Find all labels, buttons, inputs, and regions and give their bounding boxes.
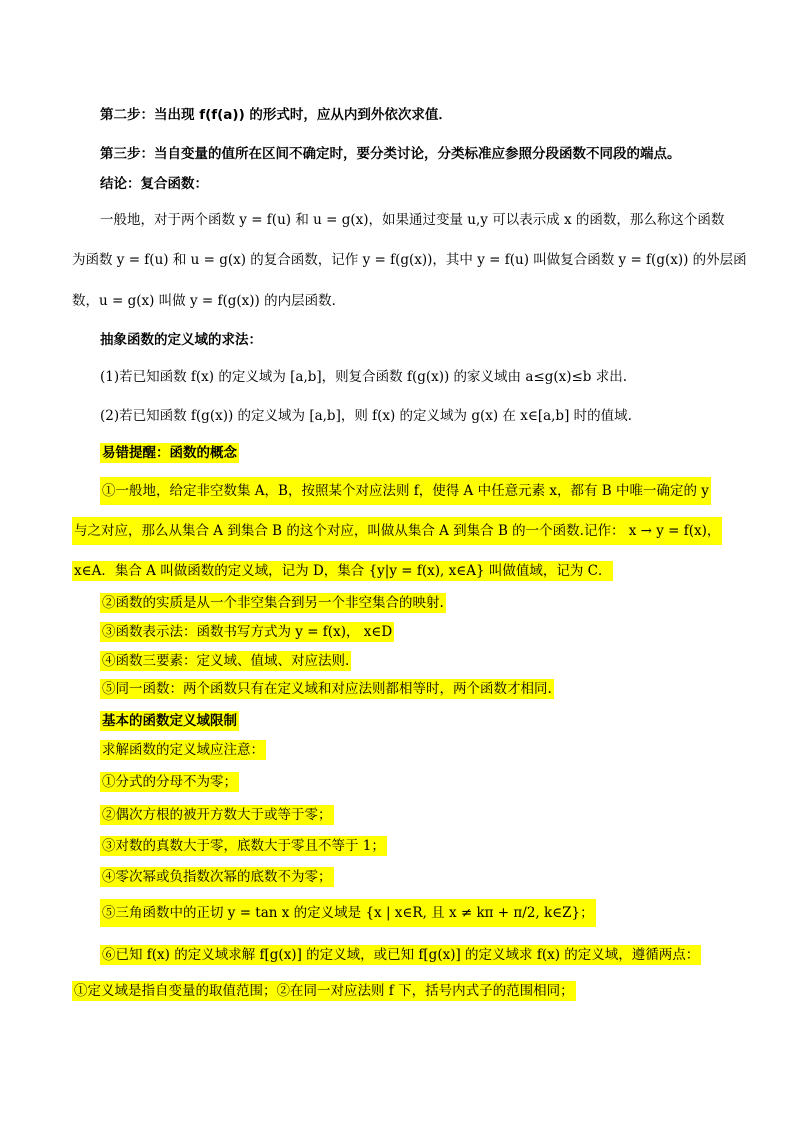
- domain-rule-4: ④零次幂或负指数次幂的底数不为零；: [102, 869, 332, 885]
- domain-rule-2: ②偶次方根的被开方数大于或等于零；: [102, 807, 332, 823]
- function-item-3: ③函数表示法：函数书写方式为 y = f(x)， x∈D: [102, 624, 393, 640]
- function-def-line-2: 与之对应，那么从集合 A 到集合 B 的这个对应，叫做从集合 A 到集合 B 的一个函数.记作： x → y = f(x)，: [72, 521, 722, 541]
- composite-def-line-2: 为函数 y = f(u) 和 u = g(x) 的复合函数，记作 y = f(g(x))，其中 y = f(u) 叫做复合函数 y = f(g(x)) 的外层函: [72, 252, 747, 268]
- function-def-line-3: x∈A．集合 A 叫做函数的定义域，记为 D，集合 {y|y = f(x), x∈A} 叫做值域，记为 C．: [74, 563, 612, 579]
- function-item-5: ⑤同一函数：两个函数只有在定义域和对应法则都相等时，两个函数才相同.: [102, 681, 552, 697]
- step2-text: 第二步：当出现 f(f(a)) 的形式时，应从内到外依次求值．: [100, 107, 452, 123]
- function-def-line-1: ①一般地，给定非空数集 A，B，按照某个对应法则 f，使得 A 中任意元素 x，都有 B 中唯一确定的 y: [100, 481, 711, 501]
- composite-def-line-3: 数，u = g(x) 叫做 y = f(g(x)) 的内层函数．: [72, 293, 346, 309]
- function-item-2: ②函数的实质是从一个非空集合到另一个非空集合的映射.: [102, 595, 444, 611]
- mistake-heading: 易错提醒：函数的概念: [102, 445, 237, 461]
- abstract-domain-heading: 抽象函数的定义域的求法：: [100, 332, 262, 348]
- abstract-rule-1: (1)若已知函数 f(x) 的定义域为 [a,b]，则复合函数 f(g(x)) 的家义域由 a≤g(x)≤b 求出.: [100, 369, 628, 385]
- step3-text: 第三步：当自变量的值所在区间不确定时，要分类讨论，分类标准应参照分段函数不同段的端点。: [100, 146, 681, 162]
- basic-limits-heading: 基本的函数定义域限制: [102, 713, 237, 729]
- conclusion-heading: 结论：复合函数：: [100, 176, 208, 192]
- function-item-4: ④函数三要素：定义域、值域、对应法则.: [102, 653, 350, 669]
- domain-rule-5: ⑤三角函数中的正切 y = tan x 的定义域是 {x | x∈R, 且 x ≠ kπ + π/2, k∈Z}；: [100, 903, 596, 923]
- abstract-rule-2: (2)若已知函数 f(g(x)) 的定义域为 [a,b]，则 f(x) 的定义域为 g(x) 在 x∈[a,b] 时的值域.: [100, 408, 632, 424]
- domain-rule-1: ①分式的分母不为零；: [102, 774, 237, 790]
- composite-def-line-1: 一般地，对于两个函数 y = f(u) 和 u = g(x)，如果通过变量 u,y 可以表示成 x 的函数，那么称这个函数: [100, 212, 725, 228]
- domain-rule-6-line-2: ①定义域是指自变量的取值范围；②在同一对应法则 f 下，括号内式子的范围相同；: [74, 983, 574, 999]
- domain-note-title: 求解函数的定义域应注意：: [102, 742, 264, 758]
- domain-rule-3: ③对数的真数大于零，底数大于零且不等于 1；: [102, 838, 385, 854]
- domain-rule-6-line-1: ⑥已知 f(x) 的定义域求解 f[g(x)] 的定义域，或已知 f[g(x)] 的定义域求 f(x) 的定义域，遵循两点：: [102, 947, 700, 963]
